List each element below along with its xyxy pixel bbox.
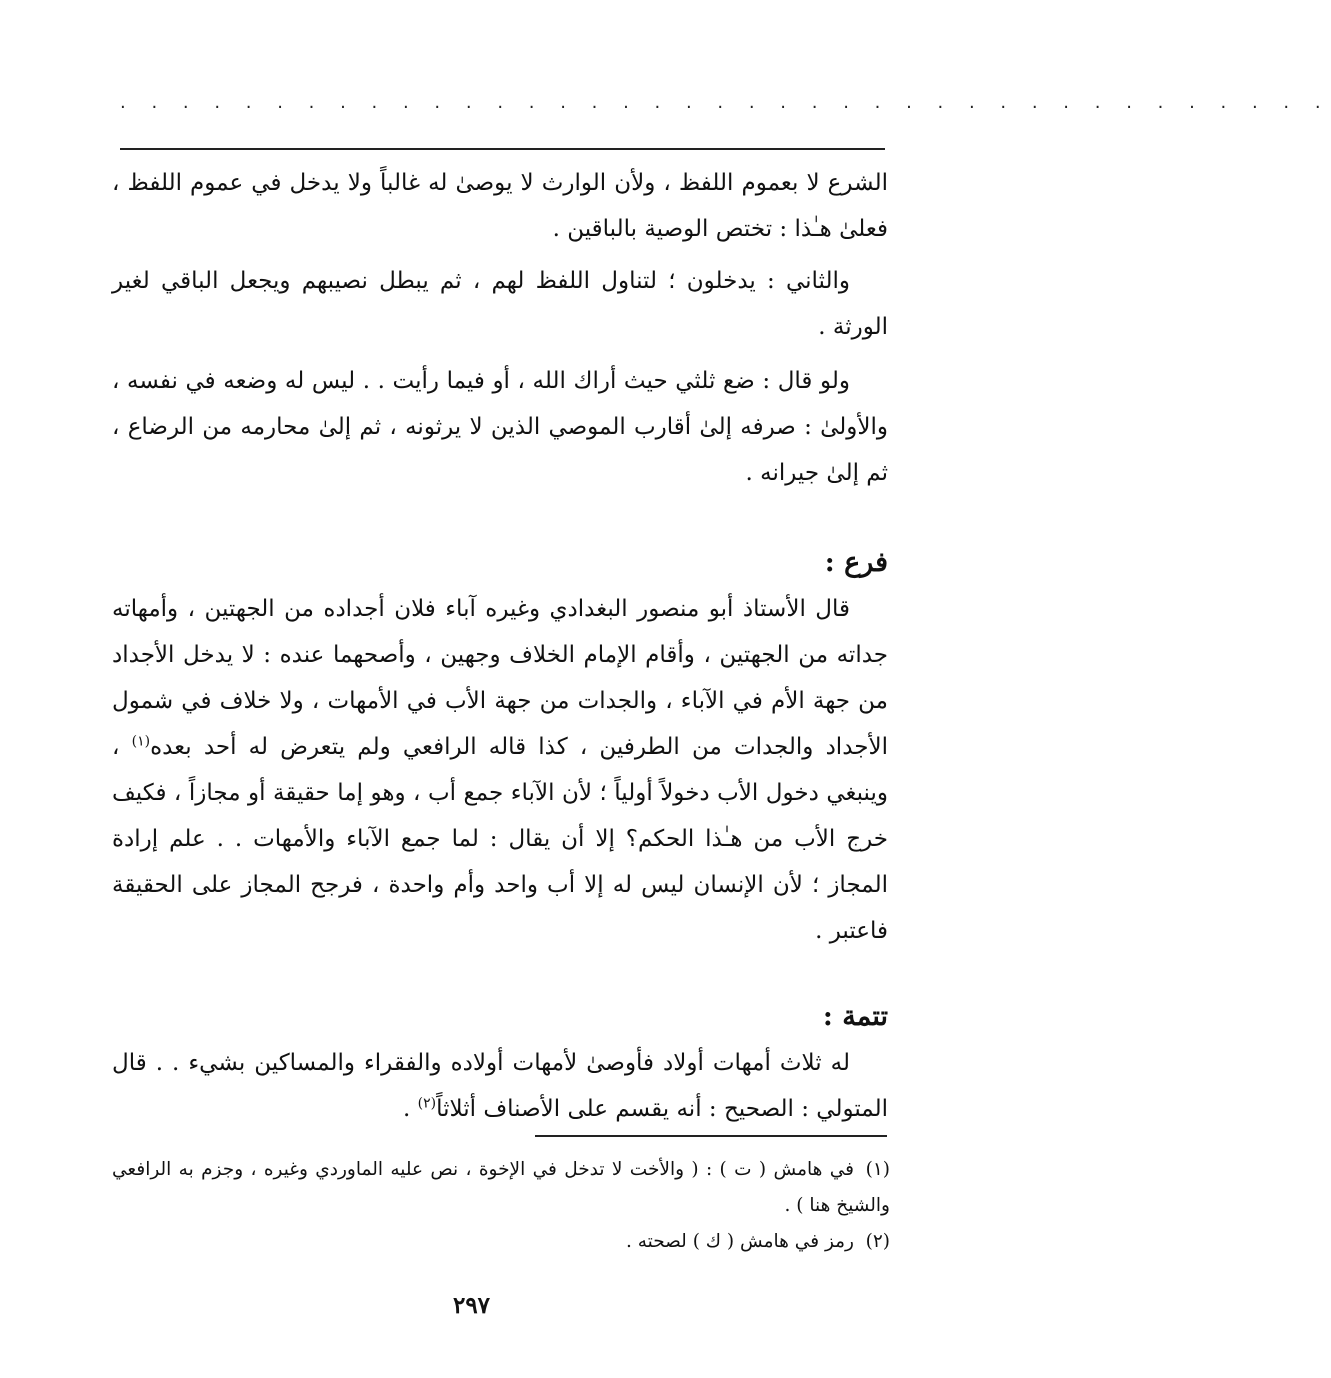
footnotes	[112, 1152, 890, 1260]
footnote-rule	[535, 1135, 887, 1137]
paragraph-4	[112, 586, 888, 954]
section-heading-tatimma: تتمة :	[822, 1001, 888, 1032]
paragraph-5	[112, 1040, 888, 1132]
header-rule	[120, 148, 885, 150]
footnote-1-number: (١)	[865, 1159, 890, 1180]
main-text	[112, 160, 888, 1132]
footnote-ref-1: (١)	[131, 733, 151, 750]
footnote-2	[112, 1224, 890, 1260]
footnote-1	[112, 1152, 890, 1224]
footnote-2-text: رمز في هامش ( ك ) لصحته .	[625, 1231, 854, 1252]
footnote-ref-2: (٢)	[417, 1095, 437, 1112]
paragraph-1: الشرع لا بعموم اللفظ ، ولأن الوارث لا يوصىٰ له غالباً ولا يدخل في عموم اللفظ ، فعلىٰ هـٰذا : تختص الوصية بالباقين .	[112, 170, 888, 242]
section-heading-far: فرع :	[824, 547, 888, 578]
paragraph-5-text-b: .	[403, 1096, 418, 1122]
paragraph-3: ولو قال : ضع ثلثي حيث أراك الله ، أو فيما رأيت . . ليس له وضعه في نفسه ، والأولىٰ : صرفه إلىٰ أقارب الموصي الذين لا يرثونه ، ثم إلىٰ محارمه من الرضاع ، ثم إلىٰ جيرانه .	[112, 368, 888, 486]
paragraph-2: والثاني : يدخلون ؛ لتناول اللفظ لهم ، ثم يبطل نصيبهم ويجعل الباقي لغير الورثة .	[112, 268, 888, 340]
header-dots: . . . . . . . . . . . . . . . . . . . . . . . . . . . . . . . . . . . . . . .	[120, 92, 1331, 113]
footnote-2-number: (٢)	[865, 1231, 890, 1252]
footnote-1-text: في هامش ( ت ) : ( والأخت لا تدخل في الإخوة ، نص عليه الماوردي وغيره ، وجزم به الرافعي والشيخ هنا ) .	[112, 1159, 890, 1216]
paragraph-4-text-b: ، وينبغي دخول الأب دخولاً أولياً ؛ لأن الآباء جمع أب ، وهو إما حقيقة أو مجازاً ، فكيف خرج الأب من هـٰذا الحكم؟ إلا أن يقال : لما جمع الآباء والأمهات . . علم إرادة المجاز ؛ لأن الإنسان ليس له إلا أب واحد وأم واحدة ، فرجح المجاز على الحقيقة فاعتبر .	[112, 734, 888, 944]
paragraph-5-text-a: له ثلاث أمهات أولاد فأوصىٰ لأمهات أولاده والفقراء والمساكين بشيء . . قال المتولي : الصحيح : أنه يقسم على الأصناف أثلاثاً	[112, 1050, 888, 1122]
paragraph-4-text-a: قال الأستاذ أبو منصور البغدادي وغيره آباء فلان أجداده من الجهتين ، وأمهاته جداته من الجهتين ، وأقام الإمام الخلاف وجهين ، وأصحهما عنده : لا يدخل الأجداد من جهة الأم في الآباء ، والجدات من جهة الأب في الأمهات ، ولا خلاف في شمول الأجداد والجدات من الطرفين ، كذا قاله الرافعي ولم يتعرض له أحد بعده	[112, 596, 888, 760]
page-number: ٢٩٧	[452, 1292, 491, 1319]
